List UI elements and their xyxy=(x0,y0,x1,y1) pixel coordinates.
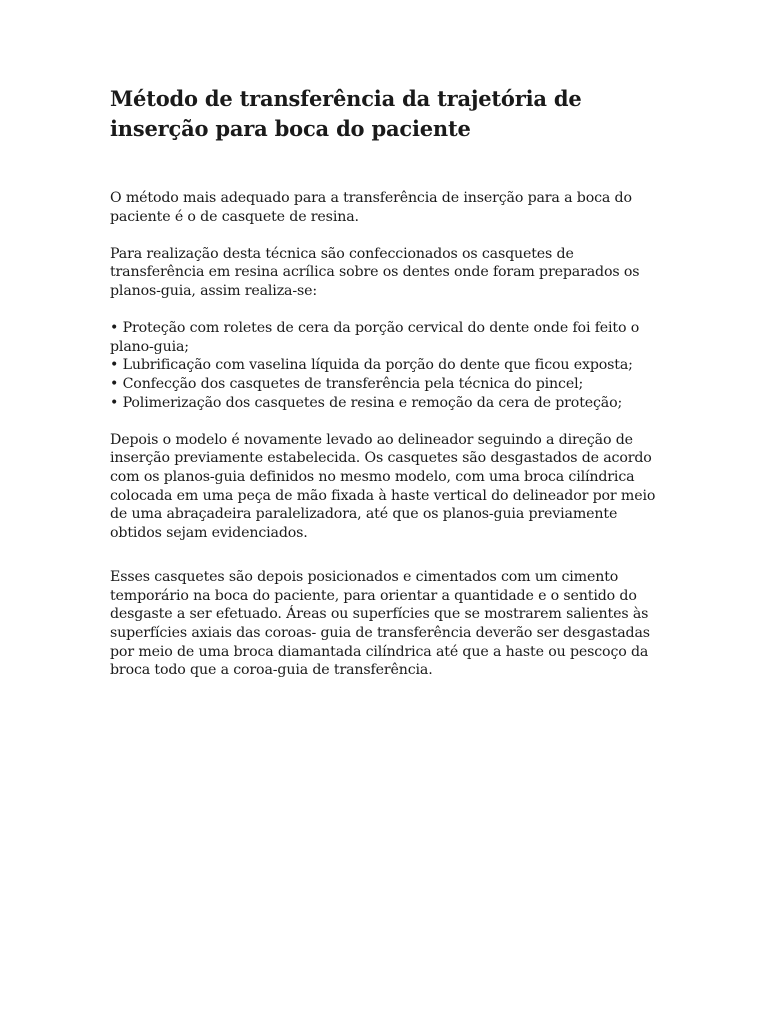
list-item: • Polimerização dos casquetes de resina e remoção da cera de proteção; xyxy=(110,394,662,413)
list-item: • Proteção com roletes de cera da porção cervical do dente onde foi feito o plano-guia; xyxy=(110,319,662,356)
document-page xyxy=(110,84,662,698)
list-item: • Lubrificação com vaselina líquida da porção do dente que ficou exposta; xyxy=(110,356,662,375)
paragraph-delineator: Depois o modelo é novamente levado ao delineador seguindo a direção de inserção previamente estabelecida. Os casquetes são desgastados de acordo com os planos-guia definidos no mesmo modelo, com uma broca cilíndrica colocada em uma peça de mão fixada à haste vertical do delineador por meio de uma abraçadeira paralelizadora, até que os planos-guia previamente obtidos sejam evidenciados. xyxy=(110,431,656,541)
steps-list xyxy=(110,319,662,412)
paragraph-technique: Para realização desta técnica são confeccionados os casquetes de transferência em resina acrílica sobre os dentes onde foram preparados os planos-guia, assim realiza-se: xyxy=(110,245,640,299)
paragraph-cementation: Esses casquetes são depois posicionados e cimentados com um cimento temporário na boca do paciente, para orientar a quantidade e o sentido do desgaste a ser efetuado. Áreas ou superfícies que se mostrarem salientes às superfícies axiais das coroas- guia de transferência deverão ser desgastadas por meio de uma broca diamantada cilíndrica até que a haste ou pescoço da broca todo que a coroa-guia de transferência. xyxy=(110,569,650,679)
paragraph-intro: O método mais adequado para a transferência de inserção para a boca do paciente é o de casquete de resina. xyxy=(110,190,632,225)
page-title: Método de transferência da trajetória de inserção para boca do paciente xyxy=(110,86,582,141)
list-item: • Confecção dos casquetes de transferência pela técnica do pincel; xyxy=(110,375,662,394)
